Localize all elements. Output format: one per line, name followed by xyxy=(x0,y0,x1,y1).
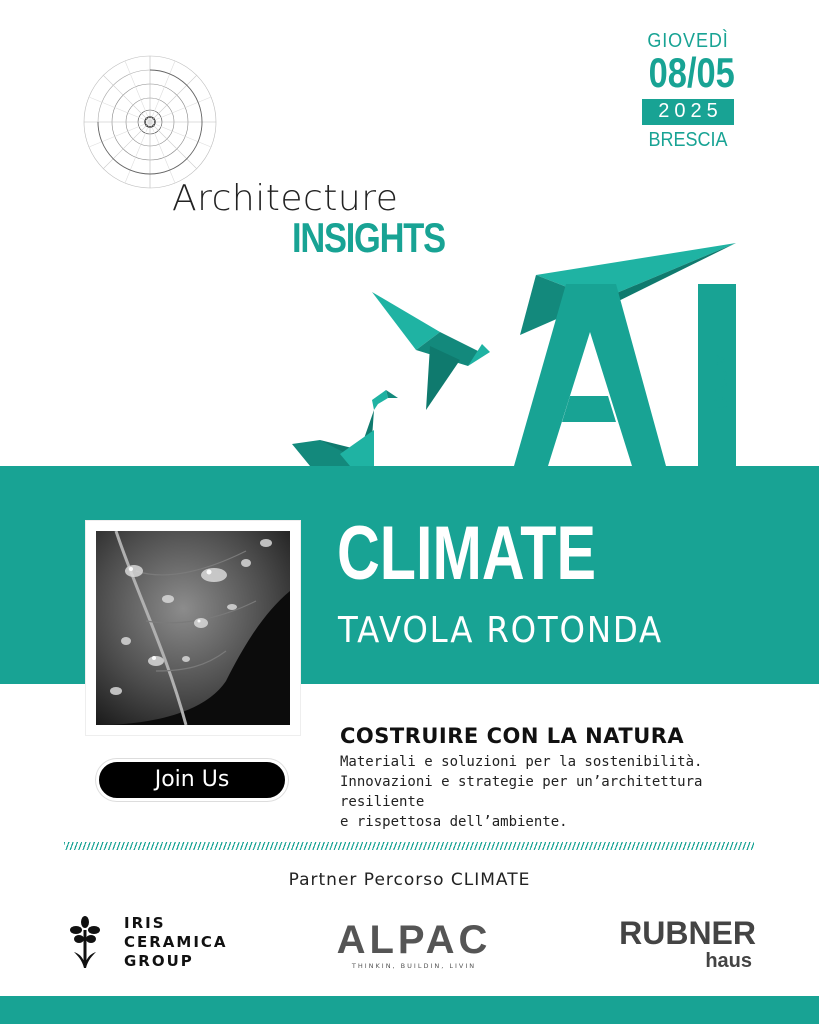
event-day: GIOVEDÌ xyxy=(647,30,729,52)
description-line: Materiali e soluzioni per la sostenibilità. xyxy=(340,754,703,770)
section-description xyxy=(340,752,760,832)
iris-logo-line: IRIS xyxy=(124,914,166,932)
partners-title: Partner Percorso CLIMATE xyxy=(288,870,531,890)
iris-logo-line: CERAMICA xyxy=(124,933,228,951)
alpac-logo-tagline: THINKIN, BUILDIN, LIVIN xyxy=(351,962,477,970)
description-line: Innovazioni e strategie per un’architettura resiliente xyxy=(340,774,703,810)
alpac-logo xyxy=(326,920,502,972)
event-year: 2025 xyxy=(642,99,734,125)
photo-frame xyxy=(86,521,300,735)
leaf-photo xyxy=(96,531,290,725)
event-date-block xyxy=(640,30,736,152)
section-title: COSTRUIRE CON LA NATURA xyxy=(340,724,685,748)
brand-name-line1: Architecture xyxy=(172,178,399,219)
iris-logo-line: GROUP xyxy=(124,952,194,970)
brand-name-line2: INSIGHTS xyxy=(292,214,445,261)
rubner-haus-logo xyxy=(596,916,756,976)
event-city: BRESCIA xyxy=(648,129,728,151)
event-title: CLIMATE xyxy=(337,511,597,596)
event-date: 08/05 xyxy=(648,49,735,96)
event-subtitle: TAVOLA ROTONDA xyxy=(338,610,664,651)
footer-bar xyxy=(0,996,819,1024)
iris-ceramica-logo xyxy=(68,912,238,972)
origami-bird-icon xyxy=(372,292,490,410)
iris-flower-icon xyxy=(68,916,102,970)
rubner-logo-name: RUBNER xyxy=(619,915,756,951)
alpac-logo-name: ALPAC xyxy=(336,918,492,962)
origami-swan-icon xyxy=(292,390,398,466)
rubner-logo-sub: haus xyxy=(705,950,752,972)
origami-ai-illustration xyxy=(290,240,740,470)
iris-logo-text xyxy=(124,914,228,971)
forum-label: FORUM xyxy=(711,351,731,423)
join-us-button[interactable]: Join Us xyxy=(96,759,288,801)
description-line: e rispettosa dell’ambiente. xyxy=(340,814,568,830)
hatched-divider xyxy=(64,842,754,850)
